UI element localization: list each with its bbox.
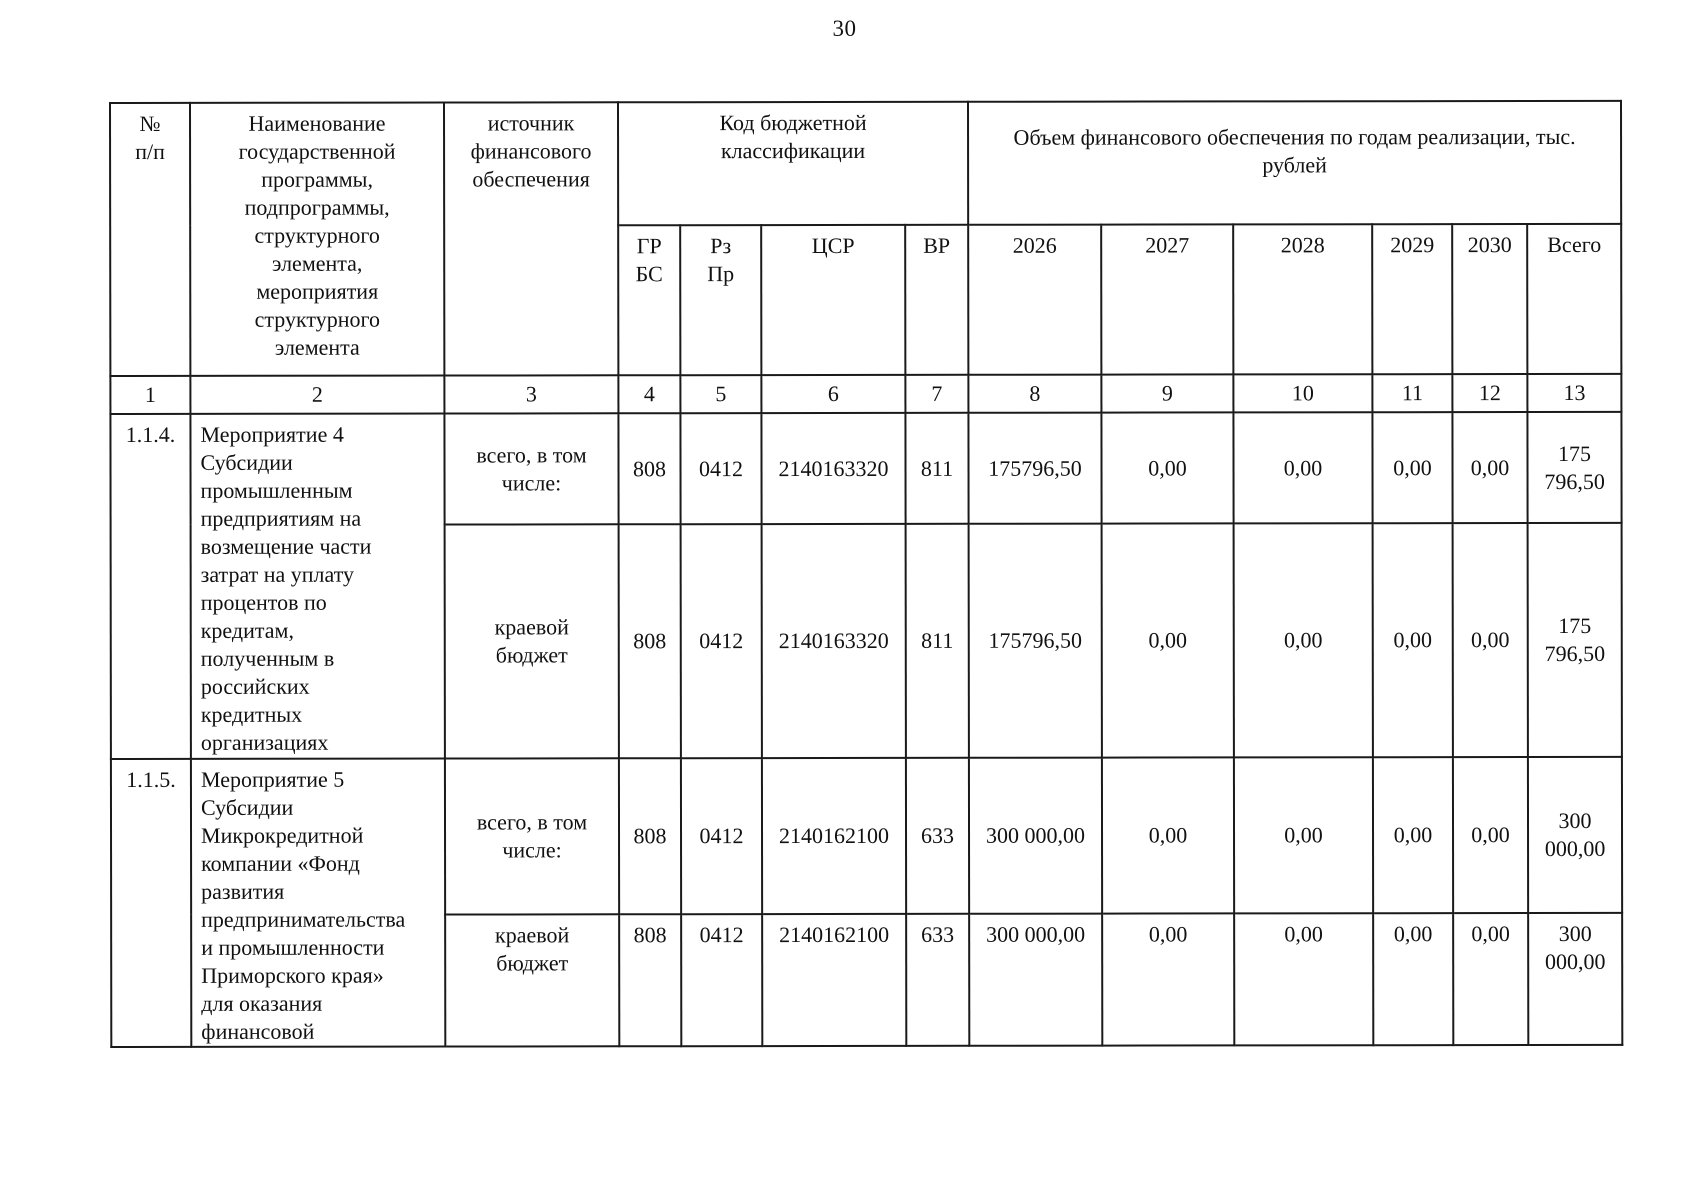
header-volume: Объем финансового обеспечения по годам реализации, тыс. рублей xyxy=(968,101,1621,225)
vr-cell: 633 xyxy=(906,758,969,914)
header-source: источник финансового обеспечения xyxy=(444,102,618,375)
header-total: Всего xyxy=(1527,224,1621,374)
value-2030: 0,00 xyxy=(1453,913,1528,1045)
column-number: 9 xyxy=(1101,374,1233,412)
value-2030: 0,00 xyxy=(1452,412,1527,523)
column-number: 13 xyxy=(1527,374,1621,412)
table-row xyxy=(111,757,1622,915)
csr-cell: 2140163320 xyxy=(761,413,905,524)
header-grbs: ГР БС xyxy=(618,225,680,375)
column-number: 1 xyxy=(110,376,190,414)
grbs-cell: 808 xyxy=(619,914,681,1046)
vr-cell: 811 xyxy=(905,413,968,524)
value-total: 175 796,50 xyxy=(1527,412,1621,523)
header-vr: ВР xyxy=(905,225,968,375)
value-2030: 0,00 xyxy=(1453,523,1528,757)
header-2027: 2027 xyxy=(1101,224,1233,374)
column-number: 4 xyxy=(618,375,680,413)
value-total: 175 796,50 xyxy=(1528,523,1622,757)
column-number: 12 xyxy=(1452,374,1527,412)
item-name: Мероприятие 5 Субсидии Микрокредитной компании «Фонд развития предпринимательства и промышленности Приморского края» для оказания финансовой xyxy=(191,759,445,1047)
value-2027: 0,00 xyxy=(1102,757,1234,913)
value-2029: 0,00 xyxy=(1372,412,1452,523)
csr-cell: 2140163320 xyxy=(762,524,906,758)
source-cell: краевой бюджет xyxy=(445,524,619,758)
value-2030: 0,00 xyxy=(1453,757,1528,913)
header-name: Наименование государственной программы, подпрограммы, структурного элемента, мероприятия структурного элемента xyxy=(190,103,444,376)
item-name: Мероприятие 4 Субсидии промышленным предприятиям на возмещение части затрат на уплату процентов по кредитам, полученным в российских кредитных организациях xyxy=(190,414,444,759)
rzpr-cell: 0412 xyxy=(681,758,762,914)
column-number: 8 xyxy=(968,375,1101,413)
value-2026: 175796,50 xyxy=(969,524,1102,758)
value-2027: 0,00 xyxy=(1102,523,1234,757)
vr-cell: 811 xyxy=(906,524,969,758)
csr-cell: 2140162100 xyxy=(762,914,906,1046)
grbs-cell: 808 xyxy=(618,413,680,524)
rzpr-cell: 0412 xyxy=(680,413,761,524)
grbs-cell: 808 xyxy=(619,524,681,758)
header-num: № п/п xyxy=(110,103,190,376)
value-2028: 0,00 xyxy=(1234,757,1373,913)
value-2027: 0,00 xyxy=(1102,914,1234,1046)
header-budget-code: Код бюджетной классификации xyxy=(618,102,968,225)
grbs-cell: 808 xyxy=(619,758,681,914)
financing-table xyxy=(109,100,1623,1048)
vr-cell: 633 xyxy=(906,914,969,1046)
source-cell: всего, в том числе: xyxy=(445,758,619,914)
rzpr-cell: 0412 xyxy=(681,524,762,758)
value-2029: 0,00 xyxy=(1373,913,1453,1045)
column-numbers-row xyxy=(110,374,1621,414)
column-number: 6 xyxy=(761,375,905,413)
value-2028: 0,00 xyxy=(1233,412,1372,523)
column-number: 11 xyxy=(1372,374,1452,412)
value-2028: 0,00 xyxy=(1234,913,1373,1045)
column-number: 2 xyxy=(190,376,444,414)
page-number: 30 xyxy=(832,16,857,41)
header-2026: 2026 xyxy=(968,225,1101,375)
item-number: 1.1.5. xyxy=(111,759,191,1047)
value-2027: 0,00 xyxy=(1101,412,1233,523)
value-total: 300 000,00 xyxy=(1528,913,1622,1045)
value-2029: 0,00 xyxy=(1373,757,1453,913)
value-2026: 175796,50 xyxy=(968,413,1101,524)
value-2028: 0,00 xyxy=(1234,523,1373,757)
header-csr: ЦСР xyxy=(761,225,905,375)
source-cell: всего, в том числе: xyxy=(444,413,618,524)
source-cell: краевой бюджет xyxy=(445,914,619,1046)
header-2028: 2028 xyxy=(1233,224,1372,374)
value-2026: 300 000,00 xyxy=(969,914,1102,1046)
header-2030: 2030 xyxy=(1452,224,1527,374)
column-number: 7 xyxy=(905,375,968,413)
csr-cell: 2140162100 xyxy=(762,758,906,914)
column-number: 3 xyxy=(444,375,618,413)
value-total: 300 000,00 xyxy=(1528,757,1622,913)
header-2029: 2029 xyxy=(1372,224,1452,374)
rzpr-cell: 0412 xyxy=(681,914,762,1046)
table-row xyxy=(110,412,1621,525)
column-number: 5 xyxy=(680,375,761,413)
item-number: 1.1.4. xyxy=(110,414,190,759)
value-2026: 300 000,00 xyxy=(969,758,1102,914)
column-number: 10 xyxy=(1233,374,1372,412)
value-2029: 0,00 xyxy=(1373,523,1453,757)
header-rzpr: Рз Пр xyxy=(680,225,761,375)
